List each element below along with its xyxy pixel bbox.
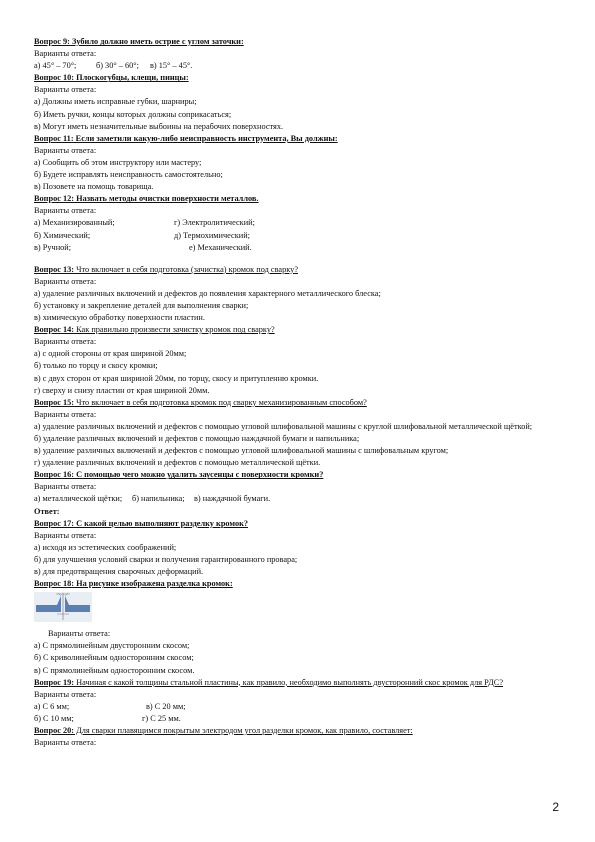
option-c: в) Могут иметь незначительные выбоины на перабочих поверхностях.: [34, 121, 284, 131]
question-17-variants-label: Варианты ответа:: [34, 530, 97, 540]
question-18-variants-label: Варианты ответа:: [48, 629, 111, 639]
option-c: в) с двух сторон от края шириной 20мм, по торцу, скосу и притупленню кромки.: [34, 373, 319, 383]
question-17-title: Вопрос 17: С какой целью выполняют разделку кромок?: [34, 518, 249, 528]
question-19-variants-label: Варианты ответа:: [34, 689, 97, 699]
question-12-row-2: [34, 230, 564, 242]
option-d: д) Термохимический;: [174, 230, 250, 240]
question-9-title: Вопрос 9: Зубило должно иметь острие с углом заточки:: [34, 37, 244, 46]
option-a: а) Должны иметь исправные губки, шарниры;: [34, 97, 197, 107]
question-13-title: Вопрос 13: Что включает в себя подготовка (зачистка) кромок под сварку?: [34, 264, 298, 274]
question-19-title: Вопрос 19: Начиная с какой толщины стальной пластины, как правило, необходимо выполнять двусторонний скос кромок для РДС?: [34, 677, 504, 687]
option-a: а) С 6 мм;: [34, 701, 70, 711]
question-12-row-1: [34, 217, 564, 229]
option-a: а) с одной стороны от края шириной 20мм;: [34, 349, 187, 359]
option-b: б) напильника;: [132, 494, 185, 504]
question-10-title: Вопрос 10: Плоскогубцы, клещи, пинцы:: [34, 73, 189, 83]
option-c: в) наждачной бумаги.: [194, 494, 271, 504]
document-page: [34, 36, 564, 749]
question-12-variants-label: Варианты ответа:: [34, 206, 97, 216]
option-c: в) химическую обработку поверхности пластин.: [34, 313, 205, 323]
bevel-joint-figure: [34, 592, 92, 622]
question-15-variants-label: Варианты ответа:: [34, 409, 97, 419]
option-g: г) удаление различных включений и дефектов с помощью металлической щётки.: [34, 458, 321, 468]
question-16-title: Вопрос 16: С помощью чего можно удалить заусенцы с поверхности кромки?: [34, 470, 324, 480]
question-10-variants-label: Варианты ответа:: [34, 85, 97, 95]
option-g: г) С 25 мм.: [142, 713, 181, 723]
question-14-title: Вопрос 14: Как правильно произвести зачистку кромок под сварку?: [34, 325, 275, 335]
question-13-variants-label: Варианты ответа:: [34, 276, 97, 286]
option-g: г) Электролитический;: [174, 218, 255, 228]
option-b: б) 30° – 60°;: [96, 61, 139, 71]
question-9-options: [34, 60, 564, 72]
question-12-title: Вопрос 12: Назвать методы очистки поверхности металлов.: [34, 194, 259, 204]
question-19-row-2: [34, 713, 564, 725]
option-b: б) установку и закрепление деталей для выполнения сварки;: [34, 300, 249, 310]
option-b: б) С криволинейным односторонним скосом;: [34, 653, 194, 663]
question-20-title: Вопрос 20: Для сварки плавящимся покрытым электродом угол разделки кромок, как правило, составляет:: [34, 725, 413, 735]
question-16-variants-label: Варианты ответа:: [34, 482, 97, 492]
option-b: б) только по торцу и скосу кромки;: [34, 361, 158, 371]
option-c: в) Позовете на помощь товарища.: [34, 182, 154, 192]
question-11-variants-label: Варианты ответа:: [34, 145, 97, 155]
option-a: а) 45° – 70°;: [34, 61, 77, 71]
option-a: а) металлической щётки;: [34, 494, 123, 504]
question-19-row-1: [34, 701, 564, 713]
question-12-row-3: [34, 242, 564, 254]
option-c: в) для предотвращения сварочных деформаций.: [34, 567, 204, 577]
option-b: б) Будете исправлять неисправность самостоятельно;: [34, 170, 223, 180]
option-b: б) Химический;: [34, 230, 91, 240]
option-b: б) Иметь ручки, концы которых должны соприкасаться;: [34, 109, 232, 119]
option-e: е) Механический.: [189, 242, 252, 252]
question-18-title: Вопрос 18: На рисунке изображена разделка кромок:: [34, 579, 233, 589]
question-9-variants-label: Варианты ответа:: [34, 49, 97, 59]
option-a: а) удаление различных включений и дефектов с помощью угловой шлифовальной машины с круглой шлифовальной металлической щёткой;: [34, 421, 533, 431]
option-b: б) С 10 мм;: [34, 713, 74, 723]
bevel-joint-diagram-icon: [34, 592, 92, 622]
option-c: в) С прямолинейным односторонним скосом.: [34, 665, 195, 675]
option-a: а) удаление различных включений и дефектов до появления характерного металлического блеска;: [34, 288, 381, 298]
option-a: а) исходя из эстетических соображений;: [34, 542, 177, 552]
option-g: г) сверху и снизу пластин от края шириной 20мм.: [34, 385, 210, 395]
question-16-options: [34, 493, 564, 505]
option-b: б) удаление различных включений и дефектов с помощью наждачной бумаги и напильника;: [34, 434, 360, 443]
option-c: в) 15° – 45°.: [150, 61, 193, 71]
option-c: в) С 20 мм;: [146, 701, 186, 711]
question-14-variants-label: Варианты ответа:: [34, 337, 97, 347]
option-c: в) Ручной;: [34, 242, 72, 252]
option-a: а) С прямолинейным двусторонним скосом;: [34, 641, 190, 651]
option-b: б) для улучшения условий сварки и получения гарантированного провара;: [34, 554, 298, 564]
question-15-title: Вопрос 15: Что включает в себя подготовка кромок под сварку механизированным способом?: [34, 397, 367, 407]
question-20-variants-label: Варианты ответа:: [34, 738, 97, 748]
question-11-title: Вопрос 11: Если заметили какую-либо неисправность инструмента, Вы должны:: [34, 133, 338, 143]
option-a: а) Механизированный;: [34, 218, 115, 228]
answer-label: Ответ:: [34, 506, 60, 516]
option-a: а) Сообщить об этом инструктору или мастеру;: [34, 157, 202, 167]
page-number: 2: [552, 800, 559, 814]
option-c: в) удаление различных включений и дефектов с помощью угловой шлифовальной машины с шлифовальным кругом;: [34, 446, 449, 456]
